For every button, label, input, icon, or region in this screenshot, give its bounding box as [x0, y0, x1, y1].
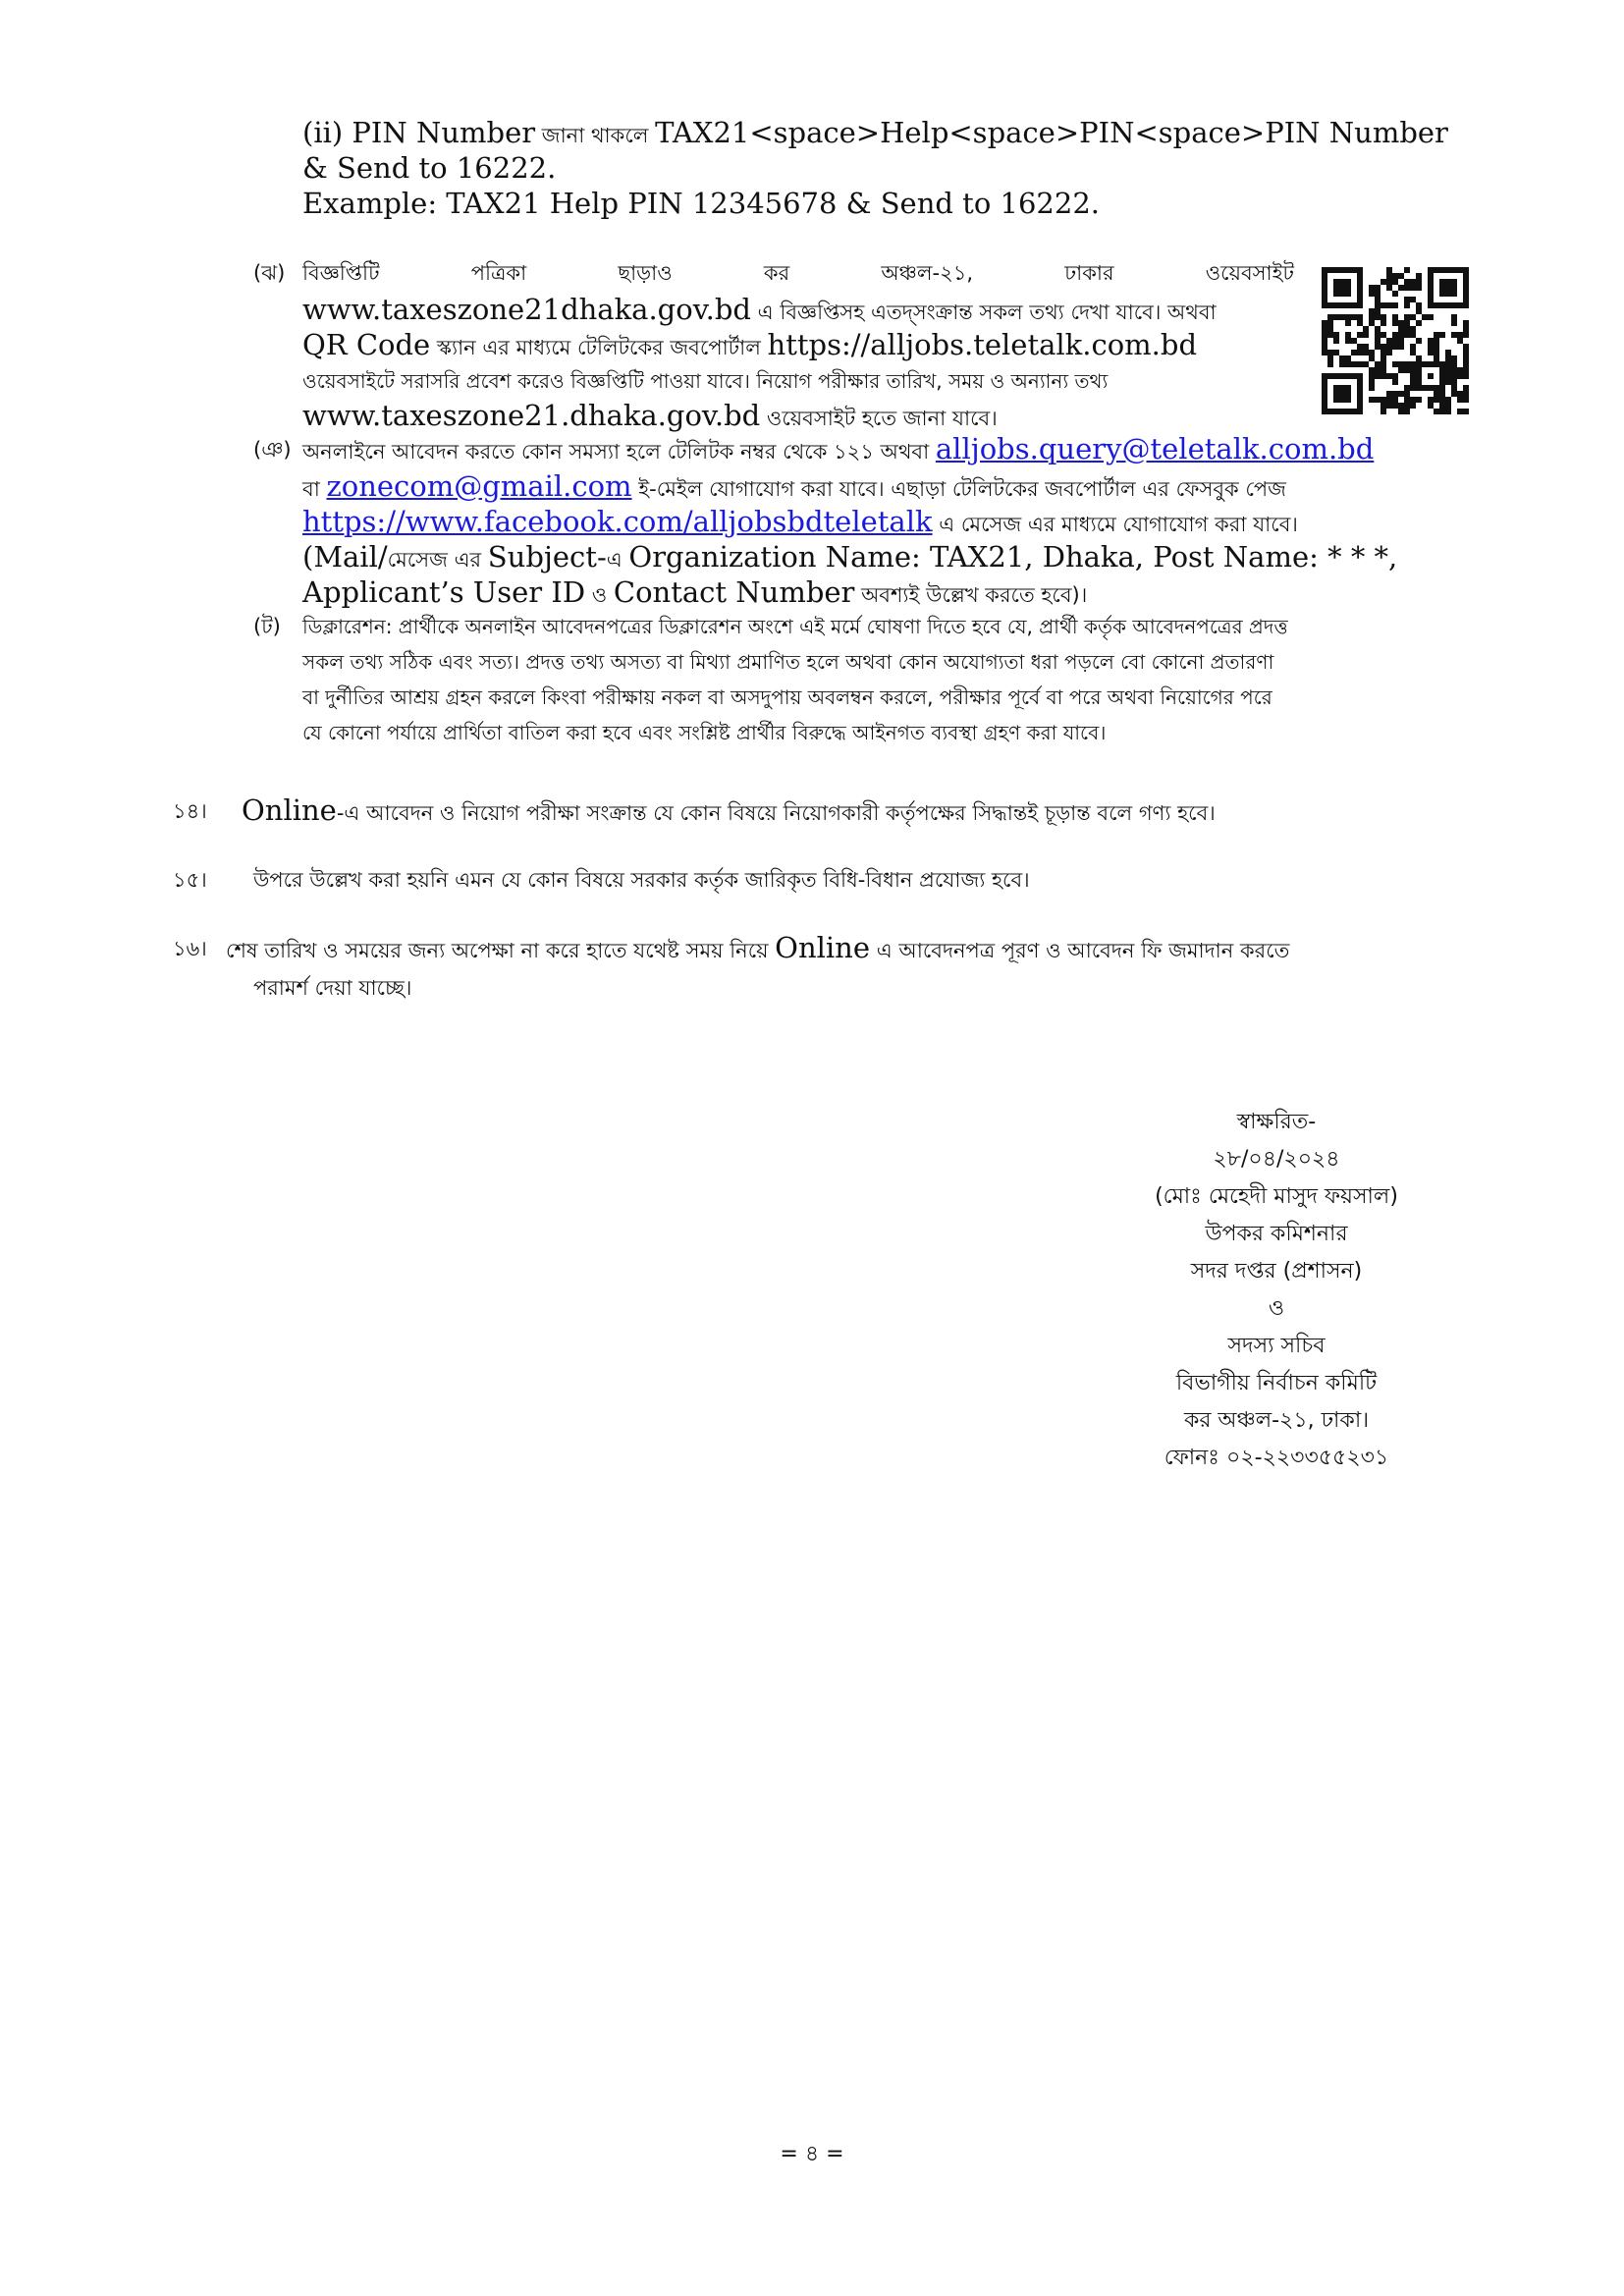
- item-jha-line-5: www.taxeszone21.dhaka.gov.bd ওয়েবসাইট হতে জানা যাবে।: [302, 399, 998, 432]
- item-nya-line-2: বা zonecom@gmail.com ই-মেইল যোগাযোগ করা যাবে। এছাড়া টেলিটকের জবপোর্টাল এর ফেসবুক পেজ: [302, 469, 1286, 503]
- item-ta-line-4: যে কোনো পর্যায়ে প্রার্থিতা বাতিল করা হবে এবং সংশ্লিষ্ট প্রার্থীর বিরুদ্ধে আইনগত ব্যবস্থা গ্রহণ করা যাবে।: [302, 721, 1107, 744]
- item-jha-label: (ঝ): [253, 261, 286, 285]
- item-15-text: উপরে উল্লেখ করা হয়নি এমন যে কোন বিষয়ে সরকার কর্তৃক জারিকৃত বিধি-বিধান প্রযোজ্য হবে।: [253, 868, 1030, 892]
- item-nya-line-3: https://www.facebook.com/alljobsbdteletalk এ মেসেজ এর মাধ্যমে যোগাযোগ করা যাবে।: [302, 505, 1298, 538]
- item-ta-line-1: ডিক্লারেশন: প্রার্থীকে অনলাইন আবেদনপত্রের ডিক্লারেশন অংশে এই মর্মে ঘোষণা দিতে হবে যে, প্রার্থী কর্তৃক আবেদনপত্রের প্রদত্ত: [302, 615, 1288, 638]
- item-nya-line-4: (Mail/মেসেজ এর Subject-এ Organization Name: TAX21, Dhaka, Post Name: * * *,: [302, 540, 1398, 574]
- signature-designation: উপকর কমিশনার: [1205, 1222, 1348, 1246]
- signature-office: সদর দপ্তর (প্রশাসন): [1190, 1259, 1363, 1284]
- pin-line-1: (ii) PIN Number জানা থাকলে TAX21<space>Help<space>PIN<space>PIN Number: [302, 116, 1448, 149]
- item-16-line-1: শেষ তারিখ ও সময়ের জন্য অপেক্ষা না করে হাতে যথেষ্ট সময় নিয়ে Online এ আবেদনপত্র পূরণ ও আবেদন ফি জমাদান করতে: [226, 931, 1290, 964]
- pin-example: Example: TAX21 Help PIN 12345678 & Send to 16222.: [302, 187, 1100, 220]
- item-ta-line-2: সকল তথ্য সঠিক এবং সত্য। প্রদত্ত তথ্য অসত্য বা মিথ্যা প্রমাণিত হলে অথবা কোন অযোগ্যতা ধরা পড়লে বো কোনো প্রতারণা: [302, 650, 1274, 674]
- signature-and: ও: [1268, 1296, 1285, 1321]
- item-16-number: ১৬।: [173, 937, 207, 960]
- signature-zone: কর অঞ্চল-২১, ঢাকা।: [1183, 1408, 1370, 1433]
- signature-committee: বিভাগীয় নির্বাচন কমিটি: [1175, 1371, 1378, 1395]
- item-ta-label: (ট): [253, 615, 281, 638]
- signature-member: সদস্য সচিব: [1227, 1334, 1326, 1358]
- item-jha-line-4: ওয়েবসাইটে সরাসরি প্রবেশ করেও বিজ্ঞপ্তিটি পাওয়া যাবে। নিয়োগ পরীক্ষার তারিখ, সময় ও অন্যান্য তথ্য: [302, 369, 1109, 393]
- facebook-page-link[interactable]: https://www.facebook.com/alljobsbdteletalk: [302, 505, 933, 538]
- item-nya-label: (ঞ): [253, 438, 292, 462]
- item-jha-line-2: www.taxeszone21dhaka.gov.bd এ বিজ্ঞপ্তিসহ এতদ্‌সংক্রান্ত সকল তথ্য দেখা যাবে। অথবা: [302, 293, 1217, 326]
- item-14-text: Online-এ আবেদন ও নিয়োগ পরীক্ষা সংক্রান্ত যে কোন বিষয়ে নিয়োগকারী কর্তৃপক্ষের সিদ্ধান্তই চূড়ান্ত বলে গণ্য হবে।: [242, 793, 1216, 827]
- alljobs-query-email-link[interactable]: alljobs.query@teletalk.com.bd: [935, 432, 1375, 465]
- signature-signed: স্বাক্ষরিত-: [1236, 1110, 1317, 1134]
- item-14-number: ১৪।: [173, 799, 207, 823]
- item-jha-line-3: QR Code স্ক্যান এর মাধ্যমে টেলিটকের জবপোর্টাল https://alljobs.teletalk.com.bd: [302, 328, 1198, 361]
- qr-code-icon: [1322, 267, 1469, 414]
- item-nya-line-5: Applicant’s User ID ও Contact Number অবশ্যই উল্লেখ করতে হবে)।: [302, 575, 1088, 609]
- item-jha-line-1: বিজ্ঞপ্তিটি পত্রিকা ছাড়াও কর অঞ্চল-২১, ঢাকার ওয়েবসাইট: [302, 261, 1294, 285]
- signature-phone: ফোনঃ ০২-২২৩৩৫৫২৩১: [1164, 1446, 1389, 1470]
- pin-line-2: & Send to 16222.: [302, 151, 557, 185]
- page-number: = ৪ =: [780, 2142, 844, 2166]
- item-15-number: ১৫।: [173, 868, 207, 892]
- item-16-line-2: পরামর্শ দেয়া যাচ্ছে।: [253, 976, 412, 1000]
- item-ta-line-3: বা দুর্নীতির আশ্রয় গ্রহন করলে কিংবা পরীক্ষায় নকল বা অসদুপায় অবলম্বন করলে, পরীক্ষার পূর্বে বা পরে অথবা নিয়োগের পরে: [302, 685, 1272, 709]
- zonecom-email-link[interactable]: zonecom@gmail.com: [326, 469, 632, 503]
- item-nya-line-1: অনলাইনে আবেদন করতে কোন সমস্যা হলে টেলিটক নম্বর থেকে ১২১ অথবা alljobs.query@teletalk.com.bd: [302, 432, 1375, 465]
- signature-name: (মোঃ মেহেদী মাসুদ ফয়সাল): [1155, 1184, 1398, 1209]
- signature-date: ২৮/০৪/২০২৪: [1213, 1147, 1340, 1172]
